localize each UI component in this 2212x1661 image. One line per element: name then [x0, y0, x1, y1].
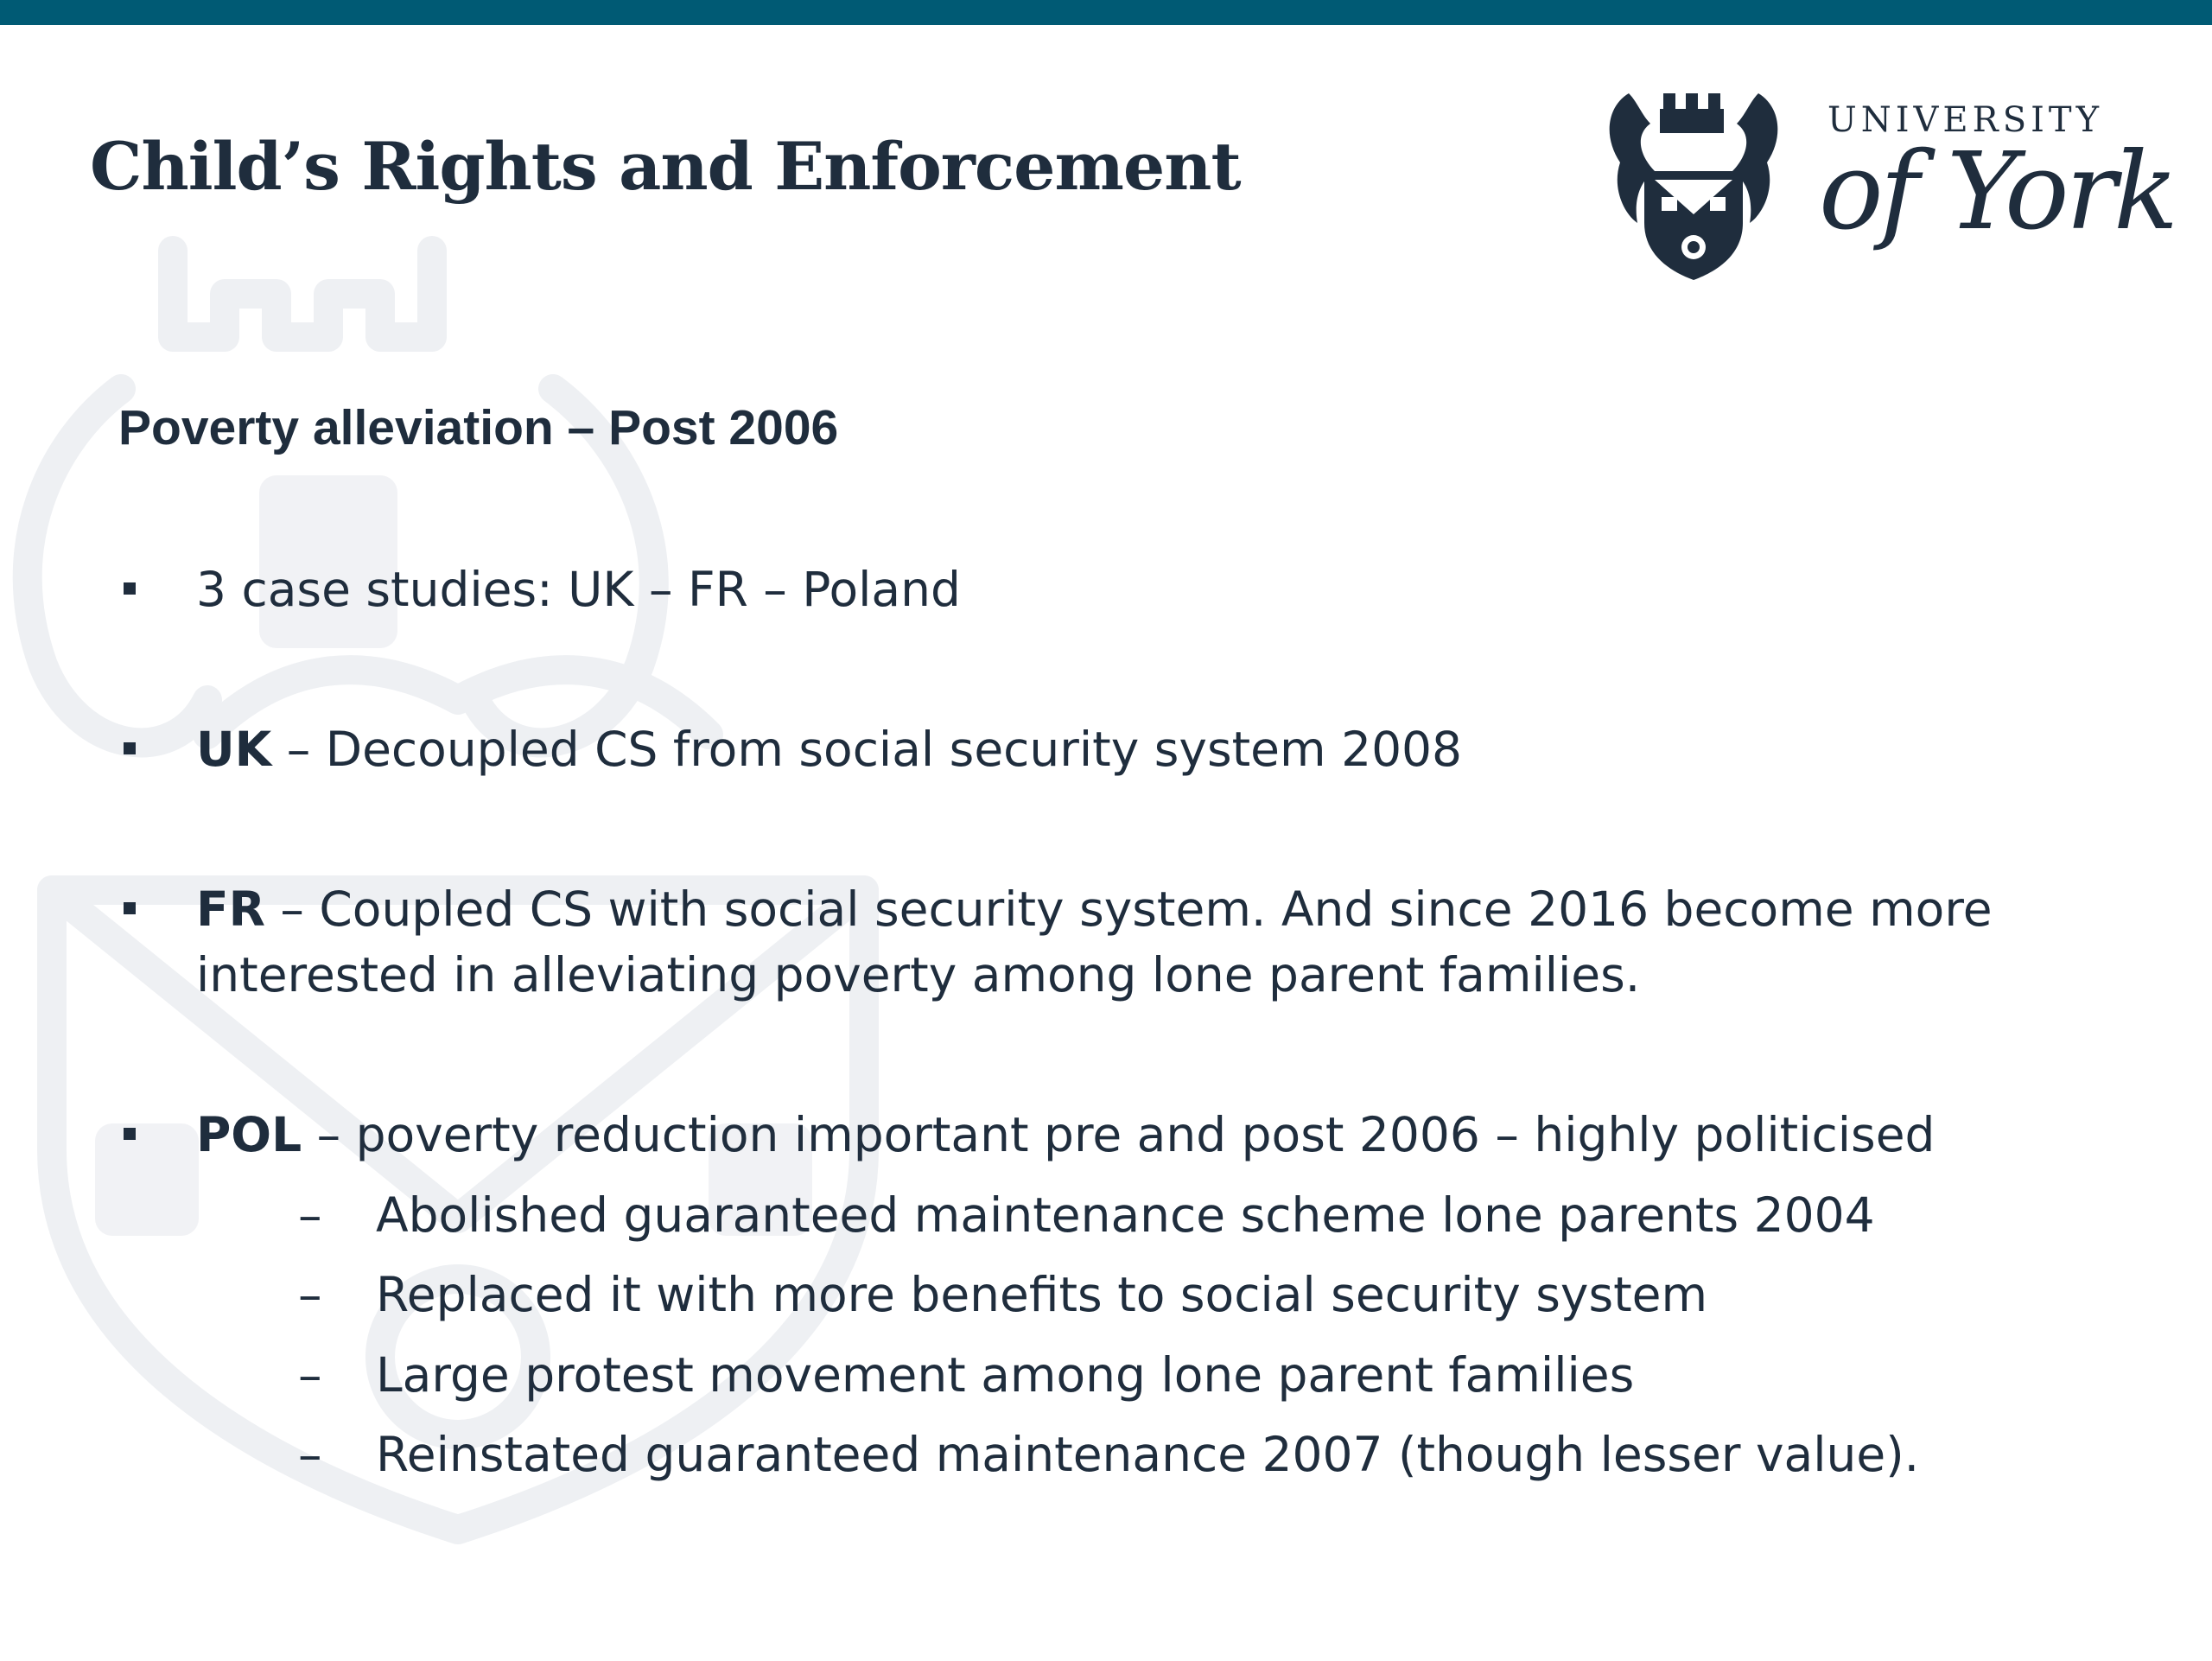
bullet-body: – poverty reduction important pre and post 2006 – highly politicised: [302, 1107, 1936, 1162]
bullet-lead: POL: [196, 1107, 302, 1162]
dash-bullet-icon: –: [298, 1427, 322, 1482]
bullet-text: [196, 557, 2106, 622]
bullet-text: [196, 716, 2106, 782]
logo-university-text: UNIVERSITY: [1827, 100, 2104, 140]
square-bullet-icon: [124, 902, 136, 914]
dash-bullet-icon: –: [298, 1267, 322, 1322]
sub-bullet-text: Replaced it with more benefits to social security system: [376, 1267, 1708, 1322]
bullet-body: – Coupled CS with social security system. And since 2016 become more interested in alleviating poverty among lone parent families.: [196, 881, 1993, 1002]
logo-york-text: of York: [1819, 130, 2176, 254]
dash-bullet-icon: –: [298, 1187, 322, 1243]
square-bullet-icon: [124, 1128, 136, 1140]
sub-bullet-text: Large protest movement among lone parent families: [376, 1347, 1635, 1403]
dash-bullet-icon: –: [298, 1347, 322, 1403]
sub-bullet-text: Abolished guaranteed maintenance scheme lone parents 2004: [376, 1187, 1875, 1243]
top-accent-bar: [0, 0, 2212, 25]
sub-bullet-text: Reinstated guaranteed maintenance 2007 (though lesser value).: [376, 1427, 1920, 1482]
bullet-text: [196, 876, 2106, 1008]
bullet-text: [196, 1102, 2106, 1168]
university-crest-icon: [1603, 76, 1784, 283]
square-bullet-icon: [124, 742, 136, 754]
bullet-lead: FR: [196, 881, 265, 937]
slide-title: Child’s Rights and Enforcement: [90, 128, 1241, 205]
bullet-body: – Decoupled CS from social security system 2008: [271, 722, 1463, 777]
bullet-lead: UK: [196, 722, 272, 777]
section-subtitle: Poverty alleviation – Post 2006: [118, 400, 839, 455]
university-logo: [1603, 76, 2176, 283]
square-bullet-icon: [124, 582, 136, 595]
bullet-body: 3 case studies: UK – FR – Poland: [196, 562, 961, 617]
